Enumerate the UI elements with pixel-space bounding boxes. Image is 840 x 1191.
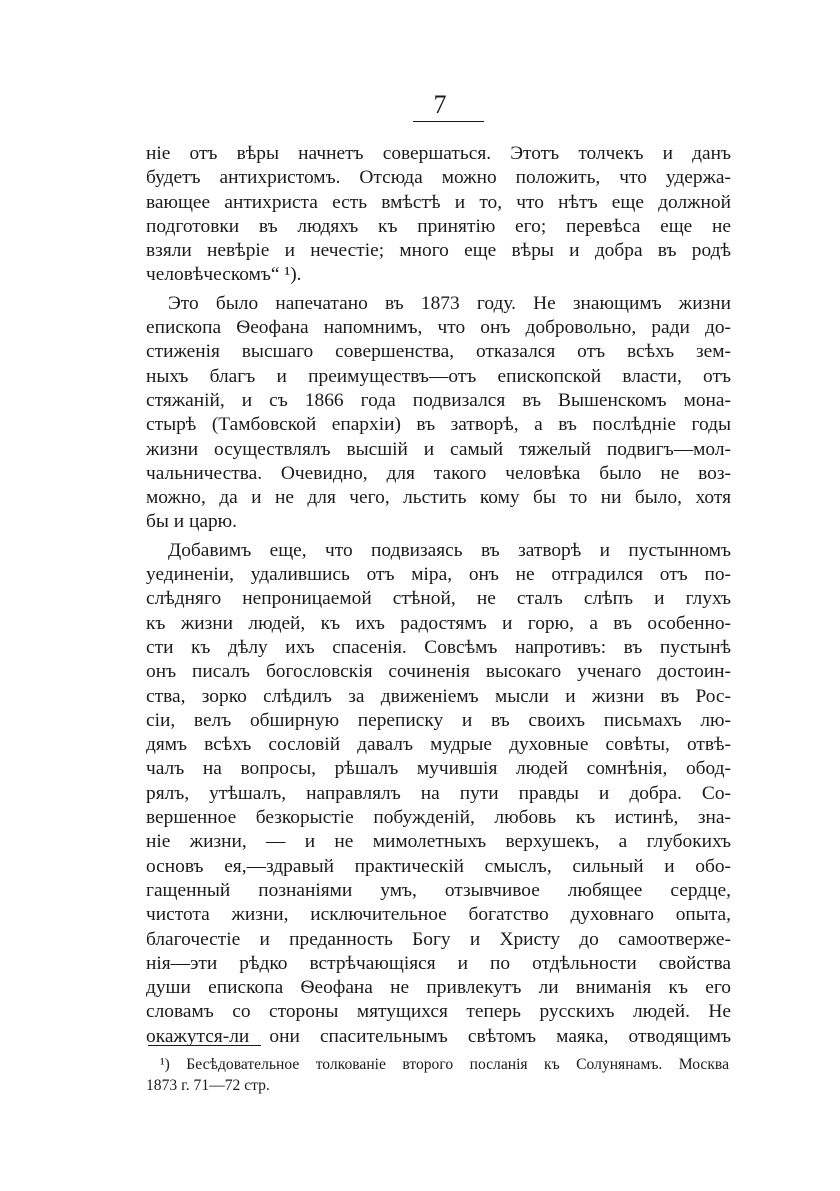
text-line: подготовки въ людяхъ къ принятію его; перевѣса еще не xyxy=(146,215,731,237)
text-line: вающее антихриста есть вмѣстѣ и то, что нѣтъ еще должной xyxy=(146,191,731,213)
text-line: жизни осуществлялъ высшій и самый тяжелый подвигъ—мол- xyxy=(146,438,731,460)
text-line: Это было напечатано въ 1873 году. Не знающимъ жизни xyxy=(168,292,731,314)
header-rule xyxy=(413,121,484,122)
text-line: рялъ, утѣшалъ, направлялъ на пути правды и добра. Со- xyxy=(146,782,731,804)
text-line: ства, зорко слѣдилъ за движеніемъ мысли и жизни въ Рос- xyxy=(146,685,731,707)
text-line: ніе жизни, — и не мимолетныхъ верхушекъ, а глубокихъ xyxy=(146,831,731,853)
text-line: можно, да и не для чего, льстить кому бы то ни было, хотя xyxy=(146,487,731,509)
text-line: ніе отъ вѣры начнетъ совершаться. Этотъ толчекъ и данъ xyxy=(146,143,731,164)
text-line: стиженія высшаго совершенства, отказался отъ всѣхъ зем- xyxy=(146,341,731,363)
footnote-line: ¹) Бесѣдовательное толкованіе второго посланія къ Солунянамъ. Москва xyxy=(160,1056,729,1073)
text-line: нія—эти рѣдко встрѣчающіяся и по отдѣльности свойства xyxy=(146,952,731,974)
footnote xyxy=(146,1054,729,1096)
text-line: стырѣ (Тамбовской епархіи) въ затворѣ, а въ послѣдніе годы xyxy=(146,414,731,436)
text-line: чальничества. Очевидно, для такого человѣка было не воз- xyxy=(146,462,731,484)
footnote-rule xyxy=(148,1045,261,1046)
paragraph-1 xyxy=(146,142,731,288)
text-line: чистота жизни, исключительное богатство духовнаго опыта, xyxy=(146,904,731,926)
body-text xyxy=(146,142,731,1049)
text-line: слѣдняго непроницаемой стѣной, не сталъ слѣпъ и глухъ xyxy=(146,588,731,610)
text-line: стяжаній, и съ 1866 года подвизался въ Вышенскомъ мона- xyxy=(146,389,731,411)
text-line: сти къ дѣлу ихъ спасенія. Совсѣмъ напротивъ: въ пустынѣ xyxy=(146,636,731,658)
text-line: дямъ всѣхъ сословій давалъ мудрые духовные совѣты, отвѣ- xyxy=(146,734,731,756)
text-line: основъ ея,—здравый практическій смыслъ, сильный и обо- xyxy=(146,855,731,877)
text-line: епископа Ѳеофана напомнимъ, что онъ добровольно, ради до- xyxy=(146,317,731,339)
text-line: благочестіе и преданность Богу и Христу до самоотверже- xyxy=(146,928,731,950)
text-line: бы и царю. xyxy=(146,511,237,533)
text-line: вершенное безкорыстіе побужденій, любовь къ истинѣ, зна- xyxy=(146,807,731,829)
text-line: сіи, велъ обширную переписку и въ своихъ письмахъ лю- xyxy=(146,709,731,731)
text-line: словамъ со стороны мятущихся теперь русскихъ людей. Не xyxy=(146,1001,731,1023)
text-line: будетъ антихристомъ. Отсюда можно положить, что удержа- xyxy=(146,167,731,189)
text-line: души епископа Ѳеофана не привлекутъ ли вниманія къ его xyxy=(146,977,731,999)
text-line: гащенный познаніями умъ, отзывчивое любящее сердце, xyxy=(146,879,731,901)
paragraph-3 xyxy=(146,539,731,1049)
footnote-line: 1873 г. 71—72 стр. xyxy=(146,1077,270,1094)
text-line: уединеніи, удалившись отъ міра, онъ не отградился отъ по- xyxy=(146,564,731,586)
text-line: чалъ на вопросы, рѣшалъ мучившія людей сомнѣнія, обод- xyxy=(146,758,731,780)
text-line: взяли невѣріе и нечестіе; много еще вѣры и добра въ родѣ xyxy=(146,240,731,262)
page-number: 7 xyxy=(433,90,447,119)
paragraph-2 xyxy=(146,292,731,535)
text-line: онъ писалъ богословскія сочиненія высокаго ученаго достоин- xyxy=(146,661,731,683)
text-line: окажутся-ли они спасительнымъ свѣтомъ маяка, отводящимъ xyxy=(146,1025,731,1047)
text-line: человѣческомъ“ ¹). xyxy=(146,264,302,286)
text-line: Добавимъ еще, что подвизаясь въ затворѣ и пустынномъ xyxy=(168,539,731,561)
text-line: ныхъ благъ и преимуществъ—отъ епископской власти, отъ xyxy=(146,365,731,387)
text-line: къ жизни людей, къ ихъ радостямъ и горю, а въ особенно- xyxy=(146,612,731,634)
